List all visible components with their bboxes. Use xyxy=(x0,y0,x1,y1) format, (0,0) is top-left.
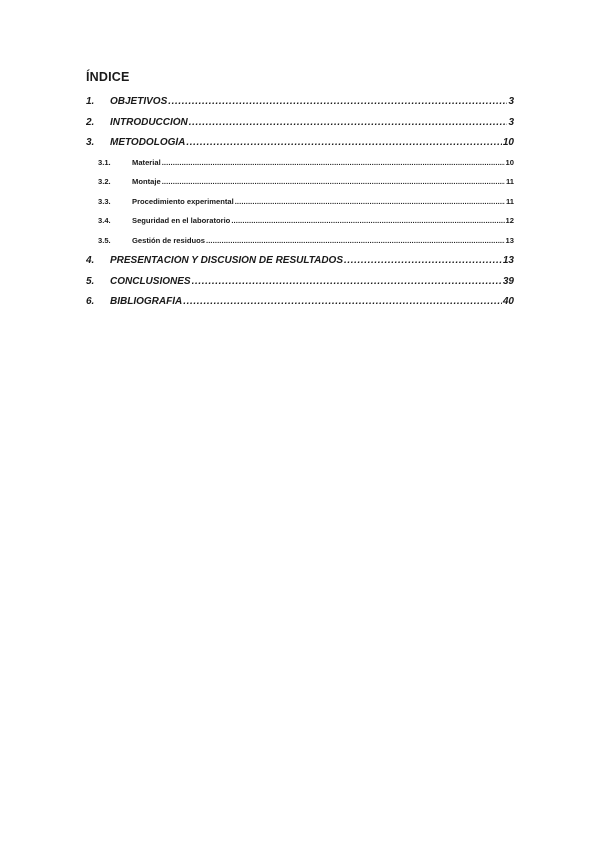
toc-entry-objetivos[interactable] xyxy=(86,96,514,117)
toc-heading: ÍNDICE xyxy=(86,70,130,84)
toc-entry-number: 4. xyxy=(86,255,95,266)
toc-entry-number: 3. xyxy=(86,137,95,148)
table-of-contents xyxy=(86,96,514,317)
toc-entry-page: 39 xyxy=(502,275,514,287)
toc-entry-page: 10 xyxy=(505,157,514,167)
toc-entry-metodologia[interactable] xyxy=(86,137,514,158)
toc-entry-number: 2. xyxy=(86,116,95,128)
toc-entry-title: BIBLIOGRAFÍA xyxy=(110,296,183,307)
dot-leader xyxy=(235,197,505,206)
toc-entry-page: 12 xyxy=(505,216,514,225)
toc-entry-title: PRESENTACIÓN Y DISCUSIÓN DE RESULTADOS xyxy=(110,255,343,266)
dot-leader xyxy=(162,177,505,186)
dot-leader xyxy=(189,117,508,128)
dot-leader xyxy=(192,276,502,287)
toc-entry-bibliografia[interactable] xyxy=(86,296,514,317)
toc-entry-title: CONCLUSIONES xyxy=(110,275,191,287)
toc-entry-page: 40 xyxy=(502,296,514,307)
dot-leader xyxy=(186,137,502,148)
toc-entry-page: 10 xyxy=(502,137,514,148)
toc-entry-title: Montaje xyxy=(132,177,161,186)
toc-entry-material[interactable] xyxy=(86,158,514,178)
toc-entry-title: Seguridad en el laboratorio xyxy=(132,216,231,225)
toc-entry-number: 3.5. xyxy=(98,235,111,245)
dot-leader xyxy=(162,158,505,167)
toc-entry-gestion-residuos[interactable] xyxy=(86,236,514,256)
dot-leader xyxy=(231,216,504,225)
toc-entry-conclusiones[interactable] xyxy=(86,276,514,297)
toc-entry-page: 13 xyxy=(505,235,514,245)
toc-entry-title: Material xyxy=(132,157,161,167)
dot-leader xyxy=(344,255,502,266)
toc-entry-procedimiento[interactable] xyxy=(86,197,514,217)
toc-entry-page: 3 xyxy=(508,116,514,128)
toc-entry-number: 3.2. xyxy=(98,177,111,186)
toc-entry-seguridad[interactable] xyxy=(86,216,514,236)
toc-entry-title: Procedimiento experimental xyxy=(132,196,234,206)
toc-entry-page: 11 xyxy=(505,196,514,206)
toc-entry-number: 1. xyxy=(86,96,95,107)
toc-entry-montaje[interactable] xyxy=(86,177,514,197)
toc-entry-page: 13 xyxy=(502,255,514,266)
dot-leader xyxy=(168,96,507,107)
dot-leader xyxy=(206,236,505,245)
toc-entry-number: 3.4. xyxy=(98,216,111,225)
toc-entry-resultados[interactable] xyxy=(86,255,514,276)
toc-entry-page: 3 xyxy=(508,96,514,107)
toc-entry-title: Gestión de residuos xyxy=(132,235,206,245)
toc-entry-introduccion[interactable] xyxy=(86,117,514,138)
toc-entry-number: 6. xyxy=(86,296,95,307)
toc-entry-title: OBJETIVOS xyxy=(110,96,168,107)
toc-entry-title: METODOLOGÍA xyxy=(110,137,186,148)
toc-entry-number: 3.3. xyxy=(98,196,111,206)
toc-entry-number: 3.1. xyxy=(98,157,111,167)
toc-entry-title: INTRODUCCIÓN xyxy=(110,116,188,128)
toc-entry-number: 5. xyxy=(86,275,95,287)
dot-leader xyxy=(183,296,502,307)
toc-entry-page: 11 xyxy=(505,177,514,186)
